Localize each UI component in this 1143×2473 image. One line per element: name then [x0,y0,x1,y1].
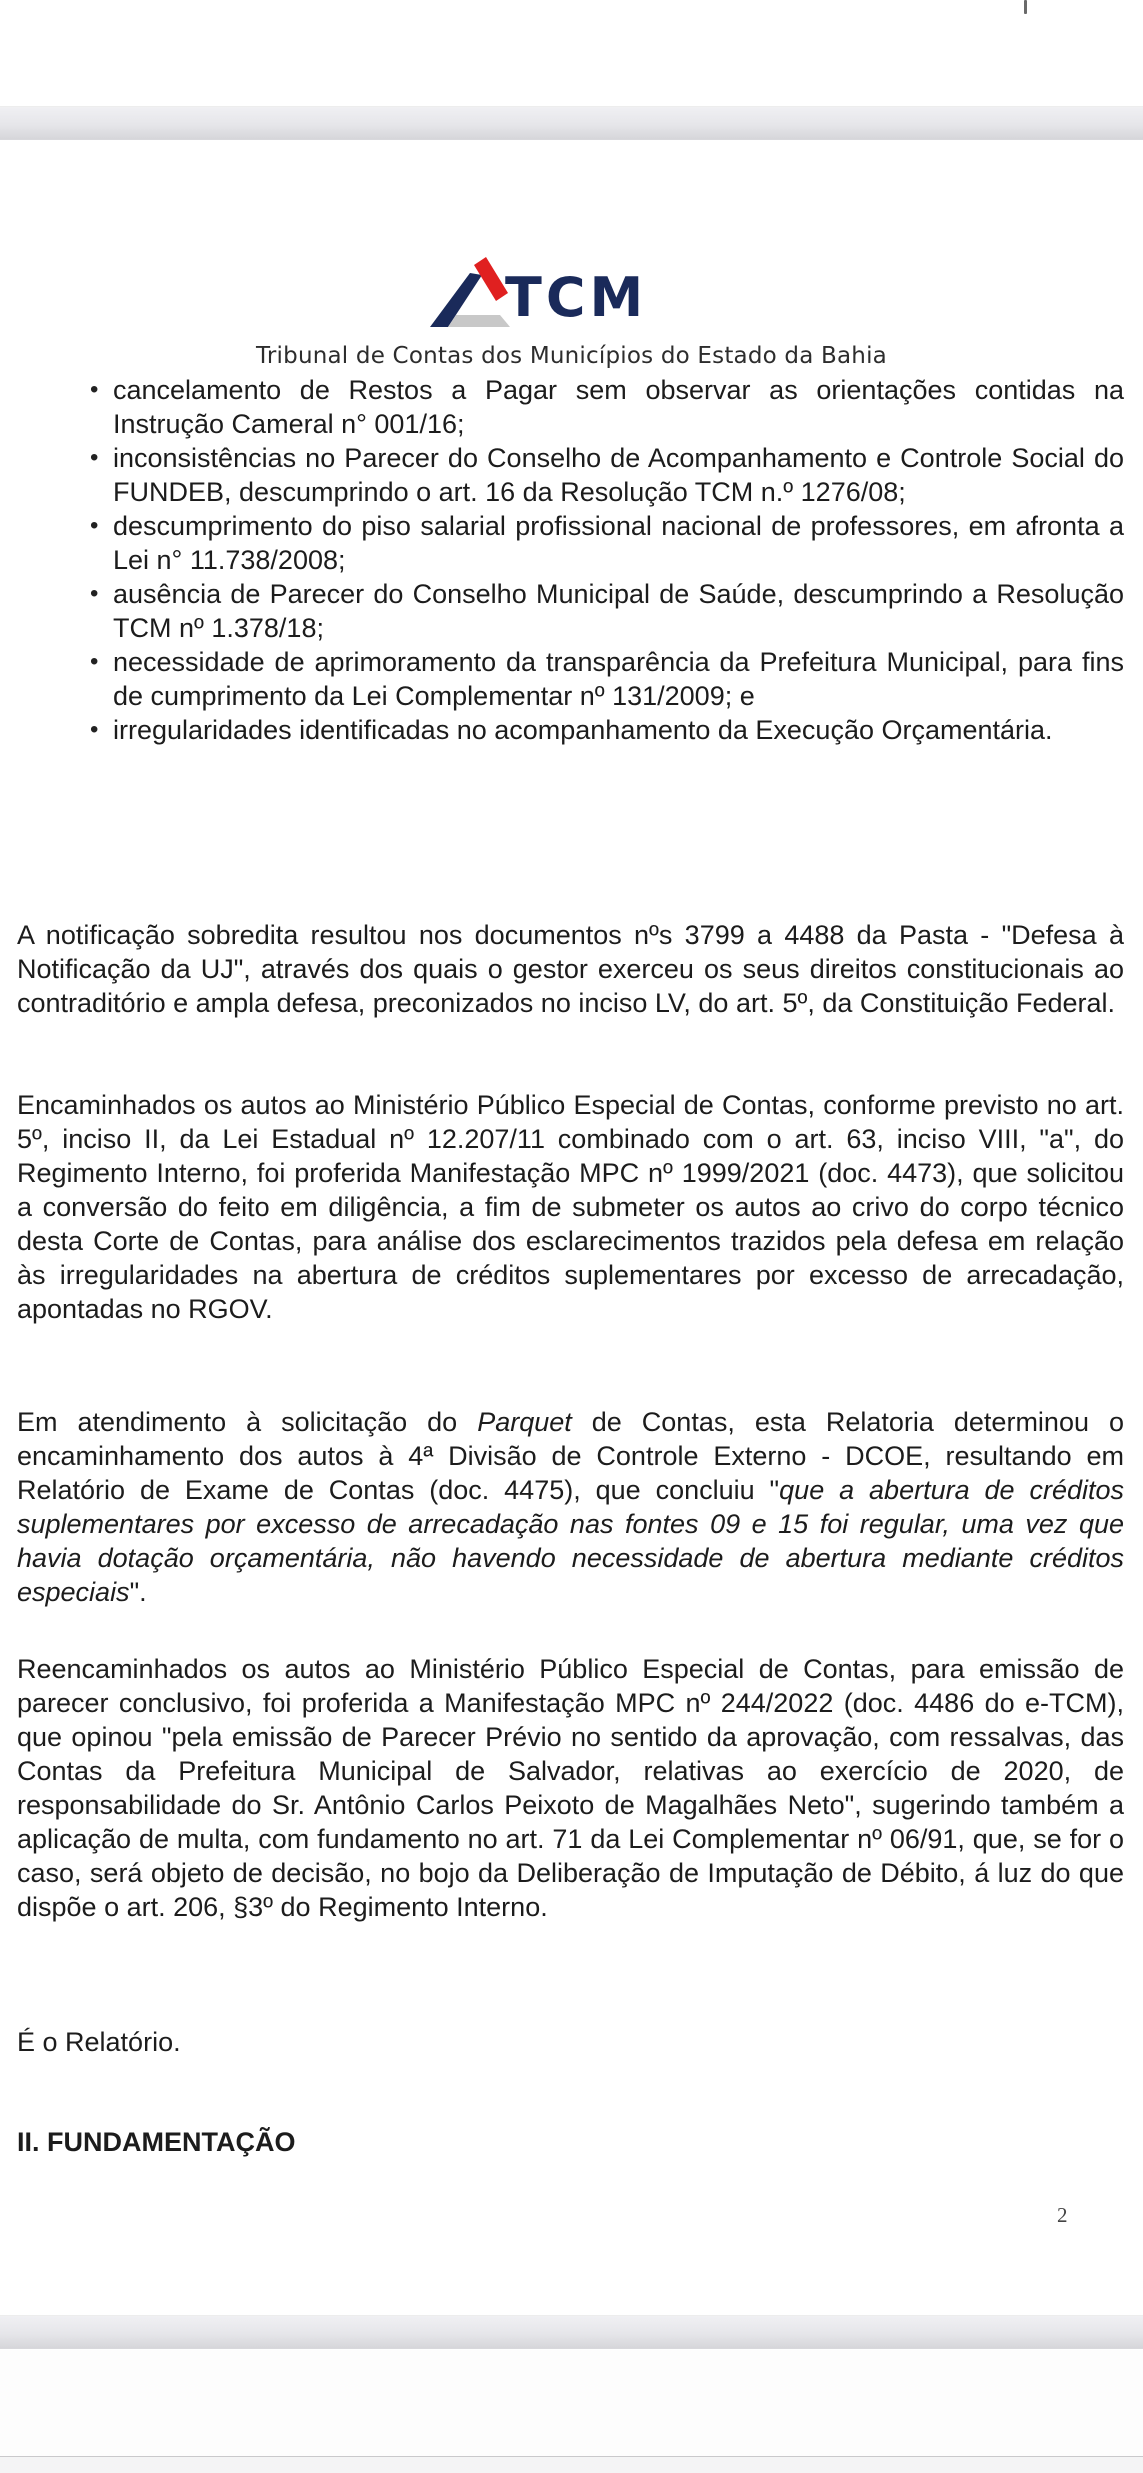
list-item-text: inconsistências no Parecer do Conselho de Acompanhamento e Controle Social do FUNDEB, descumprindo o art. 16 da Resolução TCM n.º 1276/08; [113,443,1124,507]
status-indicator-icon [1024,0,1027,14]
institution-tagline: Tribunal de Contas dos Municípios do Estado da Bahia [256,343,887,369]
section-heading: II. FUNDAMENTAÇÃO [17,2127,296,2157]
page-separator [0,2315,1143,2349]
list-item [90,373,1124,441]
list-item [90,577,1124,645]
logo-text: TCM [505,266,648,329]
italic-term: Parquet [477,1407,572,1437]
irregularities-list [90,373,1124,747]
paragraph-notification-defense: A notificação sobredita resultou nos documentos nºs 3799 a 4488 da Pasta - "Defesa à Notificação da UJ", através dos quais o gestor exerceu os seus direitos constitucionais ao contraditório e ampla defesa, preconizados no inciso LV, do art. 5º, da Constituição Federal. [17,920,1124,1018]
list-item-text: irregularidades identificadas no acompanhamento da Execução Orçamentária. [113,715,1053,745]
paragraph-tail: ". [129,1577,147,1607]
list-item [90,509,1124,577]
list-item [90,713,1124,747]
list-item-text: cancelamento de Restos a Pagar sem observar as orientações contidas na Instrução Cameral n° 001/16; [113,375,1124,439]
paragraph-middle: de Contas, esta Relatoria determinou o encaminhamento dos autos à 4ª Divisão de Controle Externo - DCOE, resultando em Relatório de Exame de Contas (doc. 4475), que concluiu " [17,1407,1124,1505]
page-separator [0,106,1143,140]
bullet-icon: • [90,648,99,675]
bullet-icon: • [90,580,99,607]
page-number: 2 [1057,2203,1068,2227]
paragraph-mpc-diligence: Encaminhados os autos ao Ministério Público Especial de Contas, conforme previsto no art. 5º, inciso II, da Lei Estadual nº 12.207/11 combinado com o art. 63, inciso VIII, "a", do Regimento Interno, foi proferida Manifestação MPC nº 1999/2021 (doc. 4473), que solicitou a conversão do feito em diligência, a fim de submeter os autos ao crivo do corpo técnico desta Corte de Contas, para análise dos esclarecimentos trazidos pela defesa em relação às irregularidades na abertura de créditos suplementares por excesso de arrecadação, apontadas no RGOV. [17,1090,1124,1324]
paragraph-lead: Em atendimento à solicitação do [17,1407,478,1437]
viewer-top-area [0,0,1143,105]
logo-gray-base [448,315,510,327]
bullet-icon: • [90,444,99,471]
paragraph-dcoe-report [17,1405,1124,1609]
paragraph-mpc-opinion: Reencaminhados os autos ao Ministério Público Especial de Contas, para emissão de parecer conclusivo, foi proferida a Manifestação MPC nº 244/2022 (doc. 4486 do e-TCM), que opinou "pela emissão de Parecer Prévio no sentido da aprovação, com ressalvas, das Contas da Prefeitura Municipal de Salvador, relativas ao exercício de 2020, de responsabilidade do Sr. Antônio Carlos Peixoto de Magalhães Neto", sugerindo também a aplicação de multa, com fundamento no art. 71 da Lei Complementar nº 06/91, que, se for o caso, será objeto de decisão, no bojo da Deliberação de Imputação de Débito, á luz do que dispõe o art. 206, §3º do Regimento Interno. [17,1654,1124,1922]
bullet-icon: • [90,376,99,403]
next-page-area [0,2350,1143,2473]
paragraph-closing: É o Relatório. [17,2027,181,2057]
bullet-icon: • [90,512,99,539]
bottom-bar [0,2457,1143,2473]
italic-quote: que a abertura de créditos suplementares por excesso de arrecadação nas fontes 09 e 15 foi regular, uma vez que havia dotação orçamentária, não havendo necessidade de abertura mediante créditos especiais [17,1475,1124,1607]
list-item-text: descumprimento do piso salarial profissional nacional de professores, em afronta a Lei n° 11.738/2008; [113,511,1124,575]
bullet-icon: • [90,716,99,743]
list-item [90,645,1124,713]
list-item [90,441,1124,509]
list-item-text: ausência de Parecer do Conselho Municipal de Saúde, descumprindo a Resolução TCM nº 1.378/18; [113,579,1124,643]
list-item-text: necessidade de aprimoramento da transparência da Prefeitura Municipal, para fins de cumprimento da Lei Complementar nº 131/2009; e [113,647,1124,711]
